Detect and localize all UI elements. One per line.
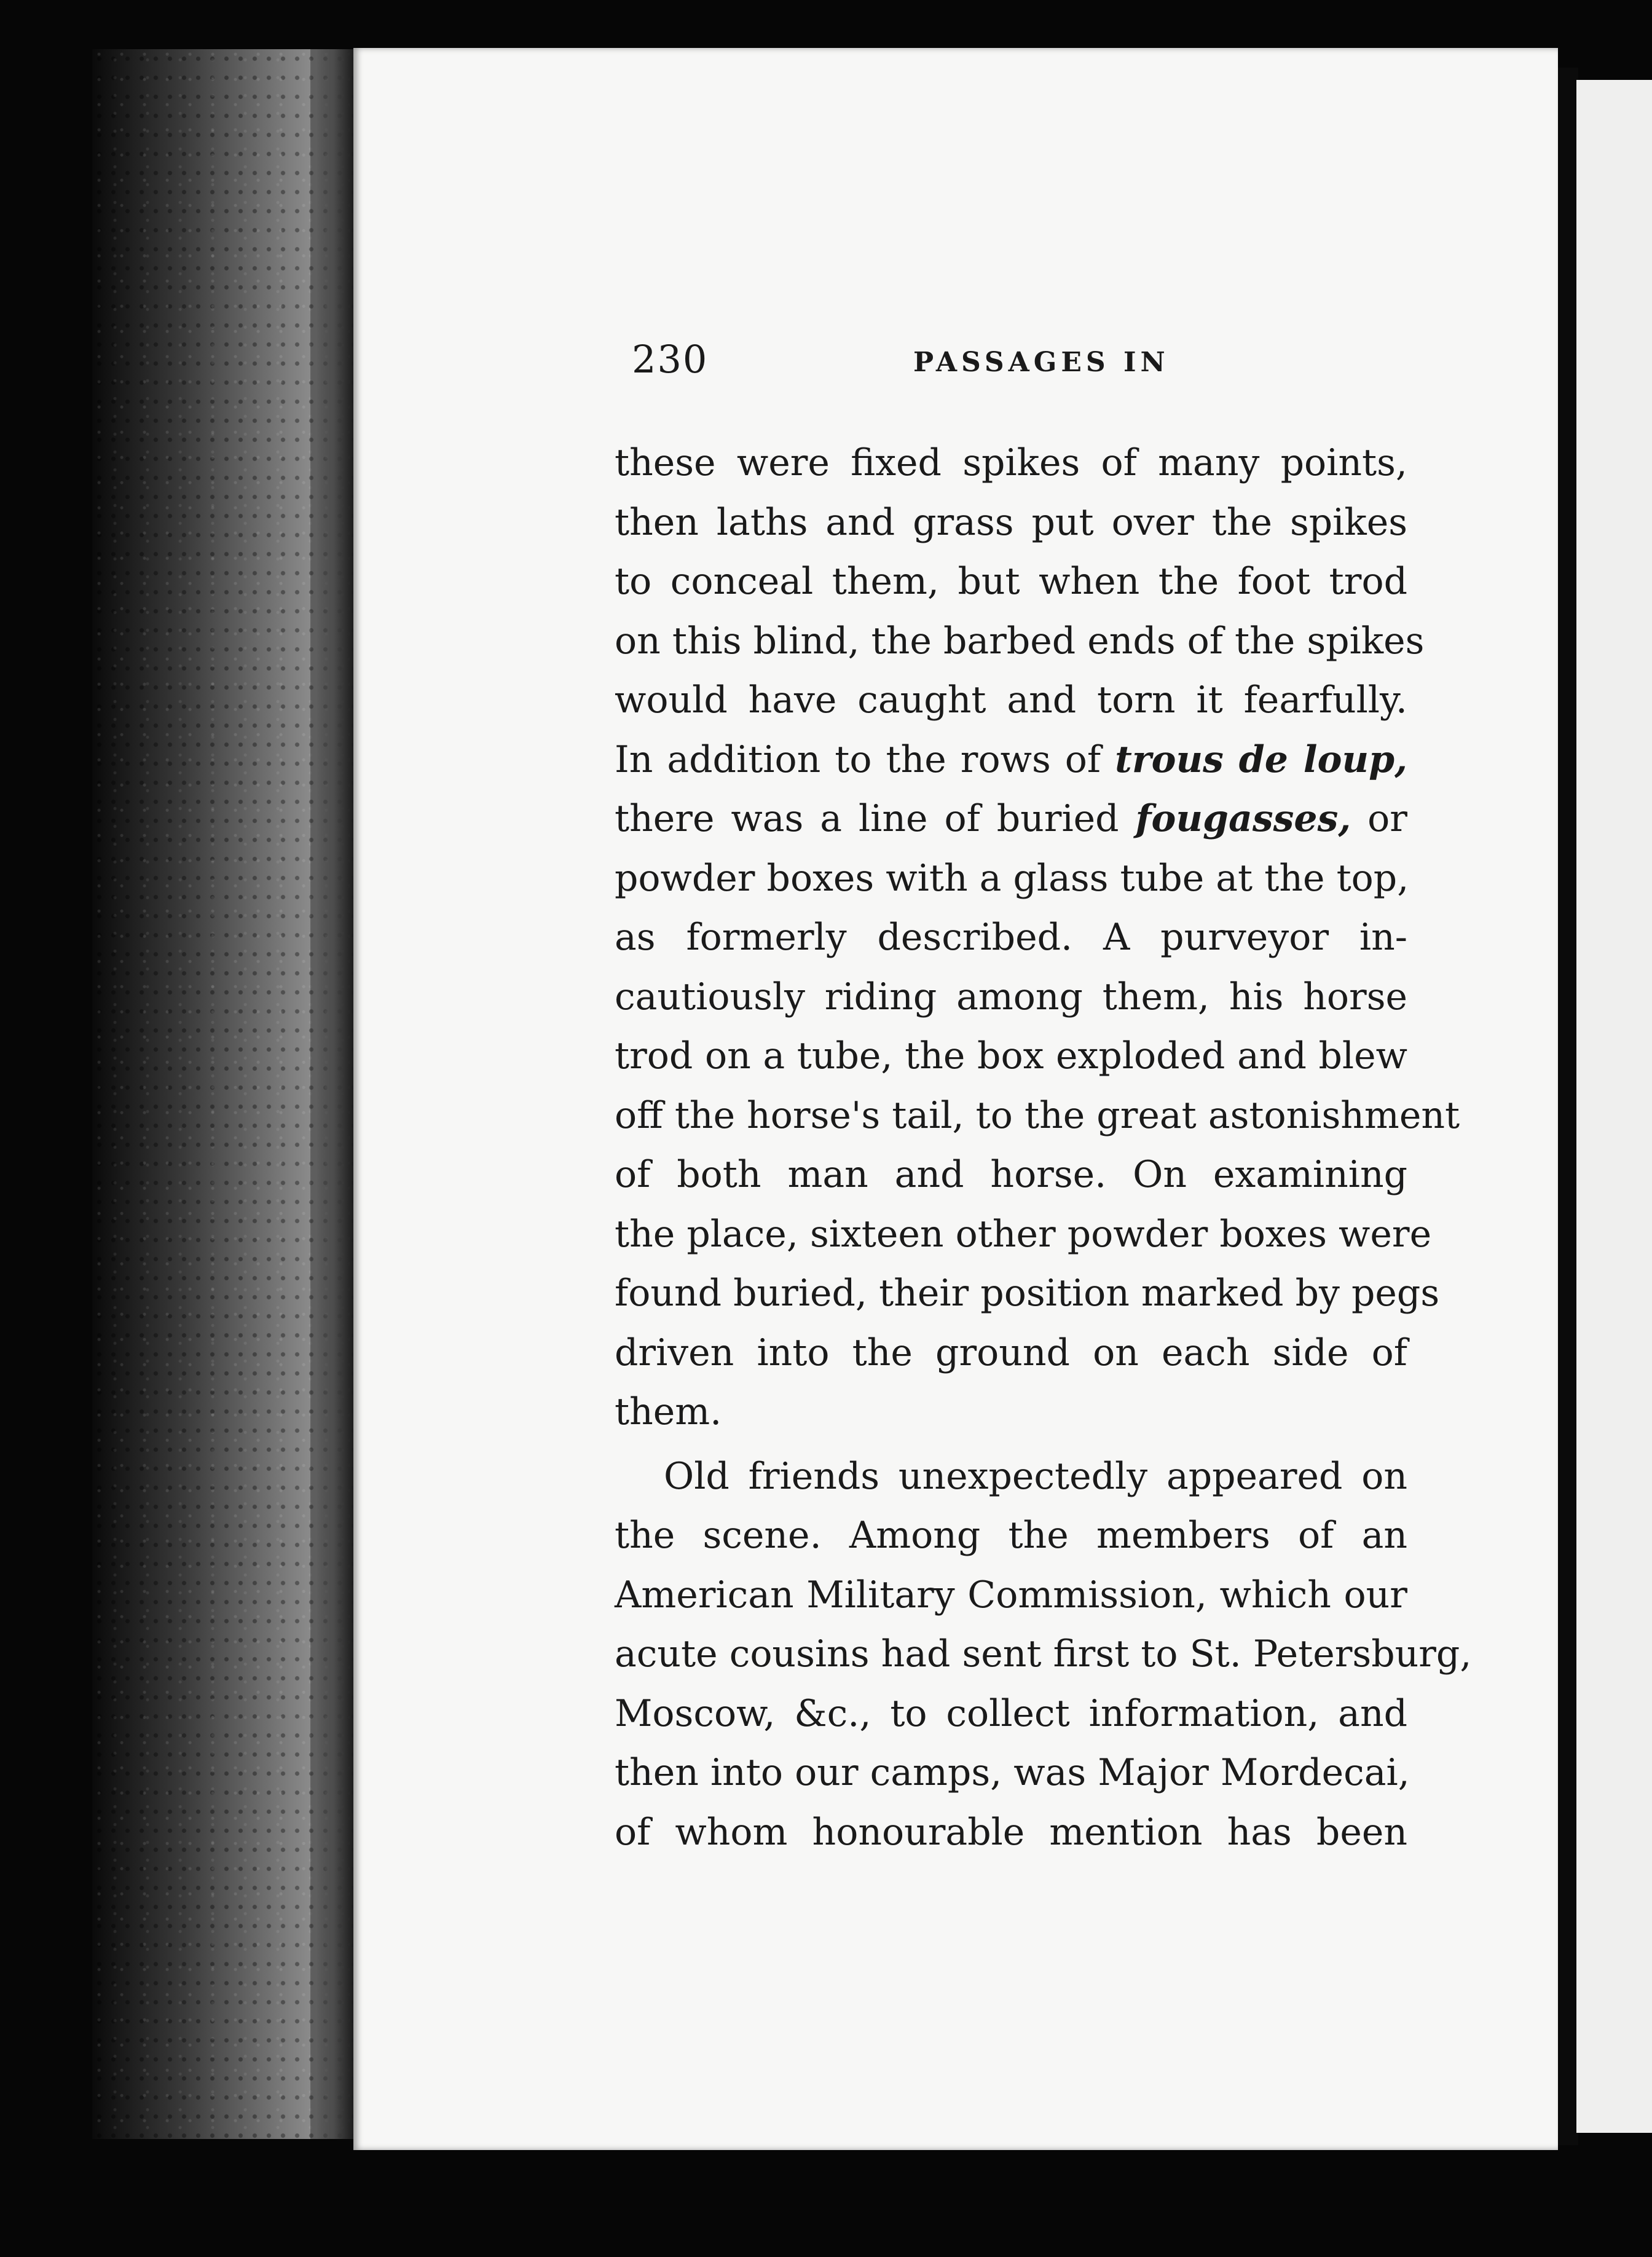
text-line: American Military Commission, which our [615, 1573, 1407, 1617]
text-line: these were fixed spikes of many points, [615, 441, 1407, 484]
text-line: off the horse's tail, to the great astonishment [615, 1093, 1460, 1137]
text-line: Old friends unexpectedly appeared on [664, 1454, 1407, 1498]
italic-term: trous de loup, [1115, 738, 1407, 781]
text-line: then laths and grass put over the spikes [615, 500, 1407, 544]
gutter-shadow [310, 49, 356, 2139]
text-line: the place, sixteen other powder boxes were [615, 1212, 1432, 1256]
text-line: to conceal them, but when the foot trod [615, 560, 1407, 603]
body-text [615, 433, 1472, 1862]
text-line: Moscow, &c., to collect information, and [615, 1692, 1407, 1735]
text-line: them. [615, 1390, 722, 1433]
text-line-with-italic [615, 789, 1407, 849]
running-head [632, 337, 1259, 386]
text-line: acute cousins had sent first to St. Petersburg, [615, 1633, 1472, 1676]
running-title: PASSAGES IN [913, 347, 1170, 378]
text-segment: In addition to the rows of [615, 738, 1101, 781]
paragraph-gap [615, 1442, 1407, 1447]
text-line: trod on a tube, the box exploded and blew [615, 1034, 1407, 1077]
text-line: would have caught and torn it fearfully. [615, 679, 1407, 722]
text-line-with-italic [615, 730, 1407, 790]
text-line: found buried, their position marked by pegs [615, 1272, 1440, 1315]
italic-term: fougasses, [1135, 797, 1351, 840]
text-line: driven into the ground on each side of [615, 1331, 1407, 1374]
text-line: then into our camps, was Major Mordecai, [615, 1751, 1410, 1794]
text-segment: or [1351, 797, 1407, 840]
text-segment: there was a line of buried [615, 797, 1119, 840]
facing-page-sliver [1576, 80, 1652, 2133]
text-line: cautiously riding among them, his horse [615, 975, 1407, 1018]
text-line: as formerly described. A purveyor in- [615, 916, 1407, 959]
right-gutter [1556, 68, 1578, 2145]
text-line: powder boxes with a glass tube at the top, [615, 856, 1409, 900]
text-line: of both man and horse. On examining [615, 1153, 1407, 1196]
page-number: 230 [632, 337, 709, 382]
paragraph-1 [615, 433, 1460, 1442]
text-line: on this blind, the barbed ends of the spikes [615, 619, 1425, 663]
text-line: the scene. Among the members of an [615, 1514, 1407, 1557]
paragraph-2 [615, 1447, 1472, 1862]
text-line: of whom honourable mention has been [615, 1810, 1407, 1854]
